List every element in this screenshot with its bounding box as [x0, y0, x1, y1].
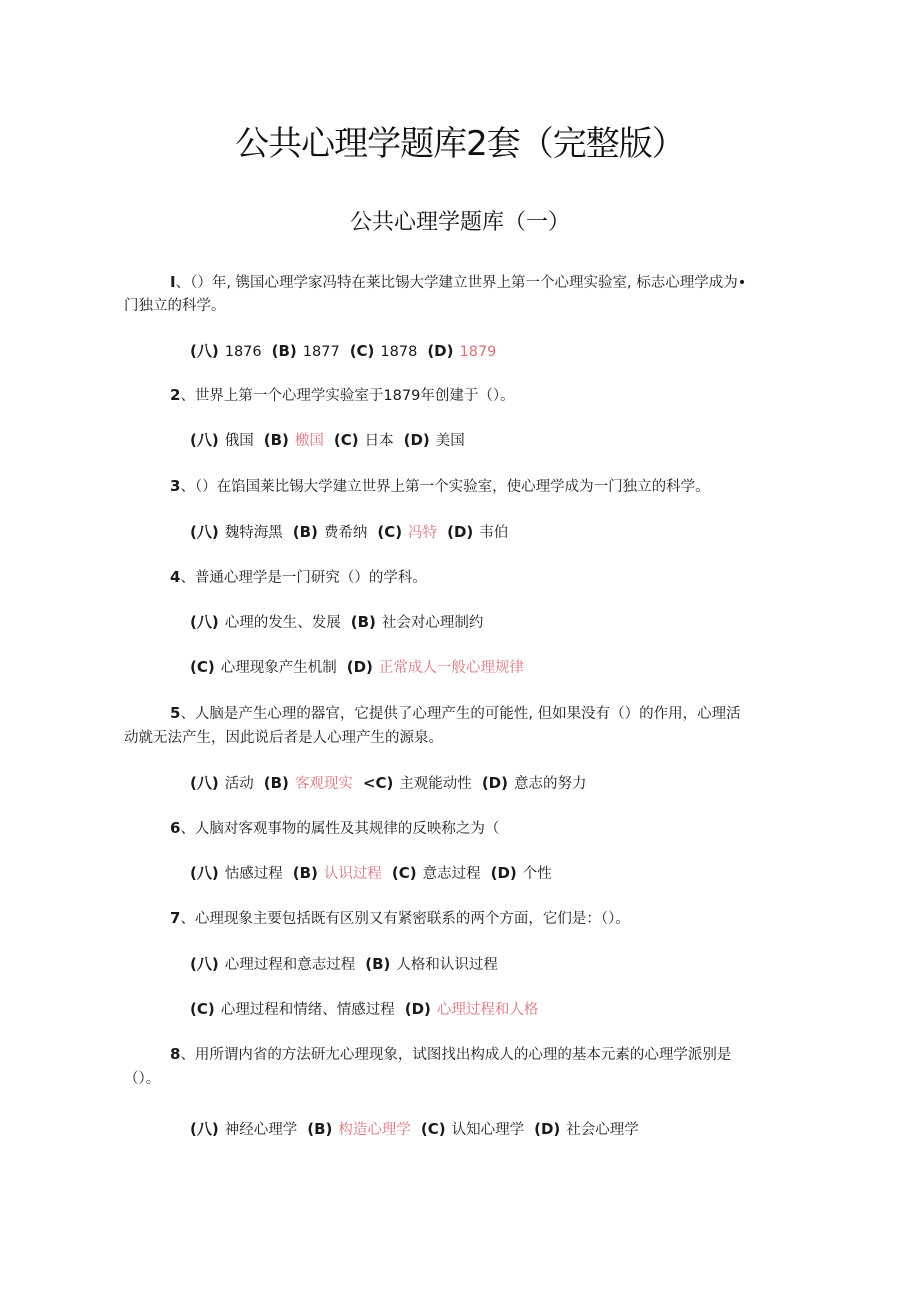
option-text: 神经心理学: [224, 1122, 298, 1138]
option-text: 社会对心理制约: [381, 615, 484, 631]
question-number: 7: [170, 909, 181, 927]
options-row: [190, 862, 562, 885]
correct-answer-text: 檄国: [294, 433, 324, 449]
option-text: 怙感过程: [224, 866, 283, 882]
option-label: (D): [490, 864, 517, 882]
question-stem: 动就无法产生，因此说后者是人心理产生的源泉。: [124, 730, 443, 746]
option-c: [392, 866, 491, 882]
document-title: 公共心理学题库2套（完整版）: [235, 124, 685, 164]
options-row: [190, 953, 508, 976]
option-label: (八): [190, 613, 219, 631]
option-label: (八): [190, 1120, 219, 1138]
options-row: [190, 340, 506, 363]
option-b: [365, 957, 508, 973]
question-stem: 、普通心理学是一门研究（）的学科。: [180, 570, 427, 586]
option-label: (八): [190, 523, 219, 541]
option-label: (C): [333, 431, 359, 449]
option-text: 1877: [302, 344, 340, 360]
option-label: (八): [190, 342, 219, 360]
option-label: (八): [190, 864, 219, 882]
question-stem: 、用所谓内省的方法研尢心理现象，试图找出构成人的心理的基本元素的心理学派别是: [180, 1047, 732, 1063]
correct-answer-text: 构造心理学: [338, 1122, 411, 1138]
option-text: 日本: [364, 433, 394, 449]
option-c: [334, 433, 404, 449]
option-label: (B): [271, 342, 297, 360]
question-stem: 、（）年, 镌国心理学家冯特在莱比锡大学建立世界上第一个心理实验室, 标志心理学成为•: [175, 275, 747, 291]
option-b: [293, 525, 378, 541]
option-label: (B): [307, 1120, 333, 1138]
option-text: 心理过程和情绪、情感过程: [220, 1002, 395, 1018]
option-label: (B): [263, 774, 289, 792]
option-d: [534, 1122, 649, 1138]
option-text: 人格和认识过程: [396, 957, 498, 973]
option-label: (D): [404, 1000, 431, 1018]
question-number: 8: [170, 1045, 181, 1063]
question-number: I: [170, 273, 176, 291]
option-text: 韦伯: [479, 525, 509, 541]
question-text: [170, 475, 710, 498]
option-text: 俄国: [224, 433, 254, 449]
option-d: [447, 525, 518, 541]
option-a: [190, 525, 293, 541]
option-label: (D): [427, 342, 454, 360]
options-row: [190, 998, 548, 1021]
correct-answer-text: 1879: [459, 344, 497, 360]
option-a: [190, 615, 351, 631]
option-text: 意志的努力: [513, 776, 587, 792]
correct-answer-text: 心理过程和人格: [436, 1002, 539, 1018]
question-text-continued: [124, 1068, 160, 1090]
question-number: 6: [170, 819, 181, 837]
options-row: [190, 1118, 649, 1141]
question-text: [170, 702, 741, 725]
question-stem: 、人脑是产生心理的器官，它提供了心理产生的可能性, 但如果没有（）的作用，心理活: [180, 706, 741, 722]
option-d: [482, 776, 597, 792]
option-text: 心理现象产生机制: [220, 660, 337, 676]
options-row: [190, 772, 596, 795]
option-c: [190, 660, 347, 676]
question-stem: 、心理现象主要包括既有区别又有紧密联系的两个方面，它们是：（）。: [180, 911, 630, 927]
option-label: (C): [420, 1120, 446, 1138]
option-c: [377, 525, 447, 541]
option-label: (C): [391, 864, 417, 882]
option-a: [190, 776, 264, 792]
option-b: [272, 344, 350, 360]
question-text: [170, 384, 515, 407]
option-label: (B): [263, 431, 289, 449]
option-label: (D): [481, 774, 508, 792]
question-text: [170, 907, 630, 930]
option-c: [350, 344, 428, 360]
option-text: 美国: [435, 433, 465, 449]
option-label: (C): [190, 658, 215, 676]
option-text: 心理的发生、发展: [224, 615, 341, 631]
options-row: [190, 611, 493, 634]
option-label: (八): [190, 955, 219, 973]
option-b: [293, 866, 392, 882]
option-a: [190, 1122, 307, 1138]
option-label: (D): [403, 431, 430, 449]
question-text-continued: [124, 295, 226, 317]
question-stem: 、世界上第一个心理学实验室于1879年创建于（）。: [180, 388, 515, 404]
option-label: (B): [292, 864, 318, 882]
section-title: 公共心理学题库（一）: [349, 210, 570, 235]
option-b: [264, 776, 363, 792]
option-b: [307, 1122, 421, 1138]
option-label: (D): [534, 1120, 561, 1138]
option-d: [405, 1002, 549, 1018]
option-text: 心理过程和意志过程: [224, 957, 356, 973]
option-label: (八): [190, 431, 219, 449]
option-label: (B): [292, 523, 318, 541]
option-label: (D): [346, 658, 373, 676]
option-b: [351, 615, 494, 631]
option-label: <C): [362, 774, 394, 792]
option-c: [190, 1002, 405, 1018]
correct-answer-text: 认识过程: [323, 866, 382, 882]
option-a: [190, 866, 293, 882]
option-text: 活动: [224, 776, 254, 792]
option-d: [491, 866, 562, 882]
option-label: (B): [350, 613, 376, 631]
question-number: 2: [170, 386, 181, 404]
options-row: [190, 429, 475, 452]
option-text: 1878: [380, 344, 418, 360]
correct-answer-text: 冯特: [408, 525, 438, 541]
option-d: [404, 433, 475, 449]
option-a: [190, 344, 272, 360]
question-number: 3: [170, 477, 181, 495]
option-label: (B): [365, 955, 391, 973]
option-label: (C): [377, 523, 403, 541]
option-text: 费希纳: [323, 525, 368, 541]
option-c: [363, 776, 482, 792]
question-text: [170, 271, 746, 294]
option-a: [190, 957, 365, 973]
question-stem: （）。: [124, 1071, 161, 1087]
option-text: 1876: [224, 344, 262, 360]
option-text: 主观能动性: [399, 776, 472, 792]
correct-answer-text: 正常成人一般心理规律: [378, 660, 524, 676]
option-text: 魏特海黑: [224, 525, 283, 541]
question-stem: 门独立的科学。: [124, 298, 226, 314]
option-d: [427, 344, 506, 360]
option-text: 个性: [522, 866, 552, 882]
options-row: [190, 521, 518, 544]
question-text: [170, 817, 499, 840]
option-label: (D): [447, 523, 474, 541]
question-text: [170, 1043, 731, 1066]
options-row: [190, 656, 534, 679]
option-text: 认知心理学: [451, 1122, 525, 1138]
option-label: (八): [190, 774, 219, 792]
question-text: [170, 566, 427, 589]
option-b: [264, 433, 334, 449]
question-text-continued: [124, 727, 443, 749]
option-text: 意志过程: [422, 866, 481, 882]
option-d: [347, 660, 534, 676]
correct-answer-text: 客观现实: [294, 776, 353, 792]
option-c: [421, 1122, 534, 1138]
question-stem: 、人脑对客观事物的属性及其规律的反映称之为（: [180, 821, 500, 837]
option-text: 社会心理学: [566, 1122, 639, 1138]
option-label: (C): [190, 1000, 215, 1018]
option-a: [190, 433, 264, 449]
option-label: (C): [349, 342, 375, 360]
question-number: 4: [170, 568, 181, 586]
question-stem: 、（）在馅国莱比锡大学建立世界上第一个实验室，使心理学成为一门独立的科学。: [180, 479, 710, 495]
question-number: 5: [170, 704, 181, 722]
